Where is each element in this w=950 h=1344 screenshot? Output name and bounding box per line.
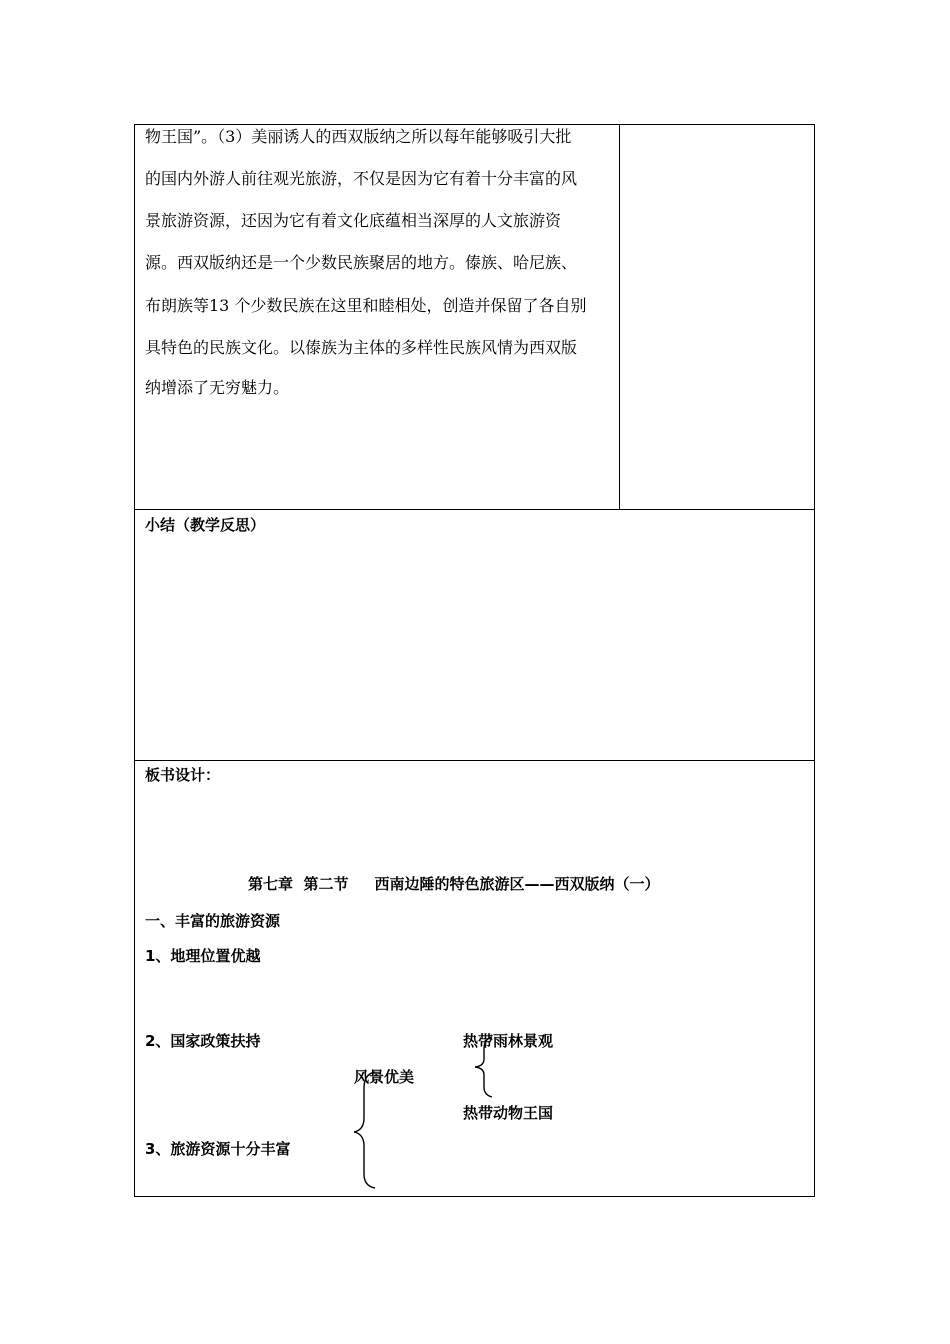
- content-line: 源。西双版纳还是一个少数民族聚居的地方。傣族、哈尼族、: [145, 253, 578, 272]
- row-divider-board: [134, 760, 815, 761]
- column-divider: [619, 124, 620, 510]
- section-heading: 一、丰富的旅游资源: [145, 912, 281, 930]
- content-line: 纳增添了无穷魅力。: [145, 378, 290, 397]
- content-line: 景旅游资源，还因为它有着文化底蕴相当深厚的人文旅游资: [145, 211, 562, 230]
- content-line: 的国内外游人前往观光旅游，不仅是因为它有着十分丰富的风: [145, 169, 578, 188]
- content-line: 物王国”。（3）美丽诱人的西双版纳之所以每年能够吸引大批: [145, 127, 572, 146]
- animals-label: 热带动物王国: [463, 1104, 554, 1122]
- rainforest-label: 热带雨林景观: [463, 1032, 554, 1050]
- point-resources: 3、旅游资源十分丰富: [145, 1140, 291, 1158]
- content-line: 具特色的民族文化。以傣族为主体的多样性民族风情为西双版: [145, 338, 578, 357]
- point-location: 1、地理位置优越: [145, 947, 261, 965]
- table-border-right: [814, 124, 815, 1197]
- large-brace-icon: [350, 1070, 390, 1190]
- board-title: 第七章 第二节 西南边陲的特色旅游区——西双版纳（一）: [248, 875, 660, 893]
- row-divider-summary: [134, 509, 815, 510]
- table-border-bottom: [134, 1196, 815, 1197]
- point-policy: 2、国家政策扶持: [145, 1032, 261, 1050]
- table-border-left: [134, 124, 135, 1197]
- board-heading: 板书设计：: [145, 766, 221, 784]
- content-line: 布朗族等13 个少数民族在这里和睦相处，创造并保留了各自别: [145, 296, 587, 315]
- scenery-label: 风景优美: [354, 1068, 415, 1086]
- summary-heading: 小结（教学反思）: [145, 516, 266, 534]
- small-brace-icon: [470, 1035, 500, 1099]
- table-border-top: [134, 124, 815, 125]
